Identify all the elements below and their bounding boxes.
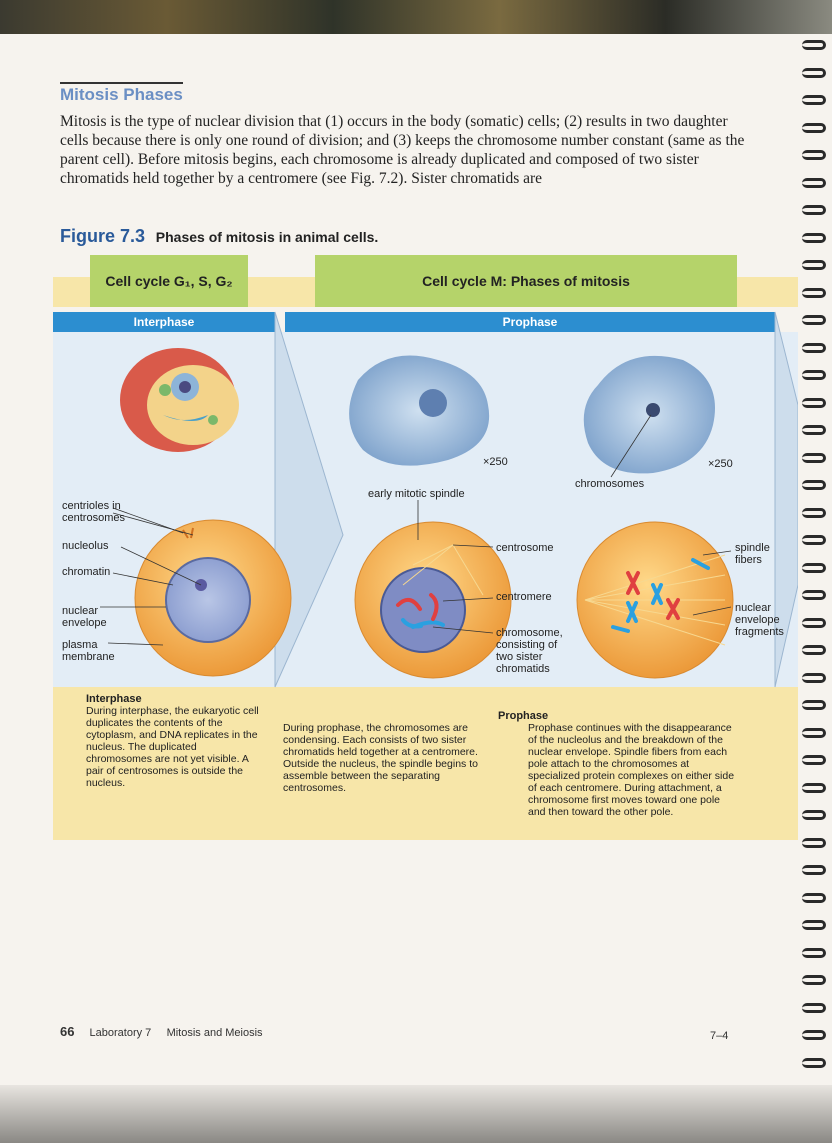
spiral-ring [802, 975, 826, 985]
label-chromosome: chromosome, consisting of two sister chromatids [496, 627, 563, 675]
spiral-ring [802, 948, 826, 958]
spiral-ring [802, 728, 826, 738]
late-prophase-cell-diagram [577, 522, 733, 678]
spiral-binding [794, 40, 832, 1080]
spiral-ring [802, 893, 826, 903]
spiral-ring [802, 618, 826, 628]
interphase-header: Cell cycle G₁, S, G₂ [90, 255, 248, 307]
label-nucleolus: nucleolus [62, 540, 109, 552]
spiral-ring [802, 673, 826, 683]
interphase-bar: Interphase [53, 312, 275, 332]
micrograph-late-prophase [584, 356, 715, 474]
section-title: Mitosis Phases [60, 82, 183, 105]
figure-title [60, 226, 378, 247]
page-number: 66 [60, 1024, 75, 1039]
footer-chapter: Laboratory 7 [89, 1027, 152, 1039]
spiral-ring [802, 150, 826, 160]
spiral-ring [802, 398, 826, 408]
label-centromere: centromere [496, 591, 552, 603]
prophase-description-2: Prophase continues with the disappearance of the nucleolus and the breakdown of the nuclear envelope. Spindle fibers from each pole attach to the chromosomes at specialized protein complexes on either side of each centromere. During attachment, a chromosome first moves toward one pole and then toward the other pole. [528, 722, 735, 818]
interphase-desc-text: During interphase, the eukaryotic cell duplicates the contents of the cytoplasm, and DNA replicates in the nucleus. The duplicated chromosomes are not yet visible. A pair of centrosomes is outside the nucleus. [86, 705, 259, 789]
spiral-ring [802, 178, 826, 188]
spiral-ring [802, 700, 826, 710]
spiral-ring [802, 95, 826, 105]
early-prophase-cell-diagram [355, 522, 511, 678]
page-footer [60, 1024, 263, 1039]
interphase-desc-title: Interphase [86, 693, 142, 705]
interphase-3d-cell [120, 348, 239, 452]
spiral-ring [802, 233, 826, 243]
chevron-divider [275, 312, 343, 687]
spiral-ring [802, 205, 826, 215]
magnification-2: ×250 [708, 458, 733, 470]
intro-paragraph: Mitosis is the type of nuclear division that (1) occurs in the body (somatic) cells; (2) results in two daughter cells because there is only one round of division; and (3) keeps the chromosome number constant (same as the parent cell). Before mitosis begins, each chromosome is already duplicated and composed of two sister chromatids held together by a centromere (see Fig. 7.2). Sister chromatids are [60, 113, 745, 187]
spiral-ring [802, 838, 826, 848]
spiral-ring [802, 40, 826, 50]
label-nuclear-envelope: nuclear envelope [62, 605, 107, 629]
prophase-bar: Prophase [285, 312, 775, 332]
label-chromosomes: chromosomes [575, 478, 645, 490]
prophase-desc-title: Prophase [498, 710, 549, 722]
label-centrosome: centrosome [496, 542, 554, 554]
spiral-ring [802, 315, 826, 325]
spiral-ring [802, 563, 826, 573]
micrograph-early-prophase [349, 356, 489, 466]
spiral-ring [802, 480, 826, 490]
spiral-ring [802, 343, 826, 353]
interphase-cell-diagram [135, 520, 291, 676]
spiral-ring [802, 1003, 826, 1013]
label-plasma-membrane: plasma membrane [62, 639, 115, 663]
spiral-ring [802, 68, 826, 78]
spiral-ring [802, 288, 826, 298]
page-reference: 7–4 [710, 1030, 729, 1042]
spiral-ring [802, 1058, 826, 1068]
prophase-description-1: During prophase, the chromosomes are condensing. Each consists of two sister chromatids held together at a centromere. Outside the nucleus, the spindle begins to assemble between the separating centrosomes. [283, 722, 478, 794]
label-spindle-fibers: spindle fibers [735, 542, 770, 566]
label-nuclear-envelope-fragments: nuclear envelope fragments [735, 602, 784, 638]
spiral-ring [802, 783, 826, 793]
spiral-ring [802, 453, 826, 463]
spiral-ring [802, 535, 826, 545]
figure-caption: Phases of mitosis in animal cells. [155, 229, 379, 245]
spiral-ring [802, 590, 826, 600]
spiral-ring [802, 508, 826, 518]
label-early-spindle: early mitotic spindle [368, 488, 465, 500]
mitosis-header: Cell cycle M: Phases of mitosis [315, 255, 737, 307]
top-photo-edge [0, 0, 832, 34]
label-chromatin: chromatin [62, 566, 111, 578]
spiral-ring [802, 1030, 826, 1040]
spiral-ring [802, 370, 826, 380]
mitosis-figure [53, 255, 798, 840]
spiral-ring [802, 425, 826, 435]
label-centrioles: centrioles in centrosomes [62, 500, 125, 524]
footer-chapter-title: Mitosis and Meiosis [166, 1027, 263, 1039]
bottom-shadow [0, 1085, 832, 1143]
spiral-ring [802, 810, 826, 820]
magnification-1: ×250 [483, 456, 508, 468]
spiral-ring [802, 755, 826, 765]
spiral-ring [802, 865, 826, 875]
spiral-ring [802, 260, 826, 270]
spiral-ring [802, 920, 826, 930]
spiral-ring [802, 645, 826, 655]
interphase-description [86, 693, 261, 789]
spiral-ring [802, 123, 826, 133]
figure-label: Figure 7.3 [60, 226, 146, 246]
